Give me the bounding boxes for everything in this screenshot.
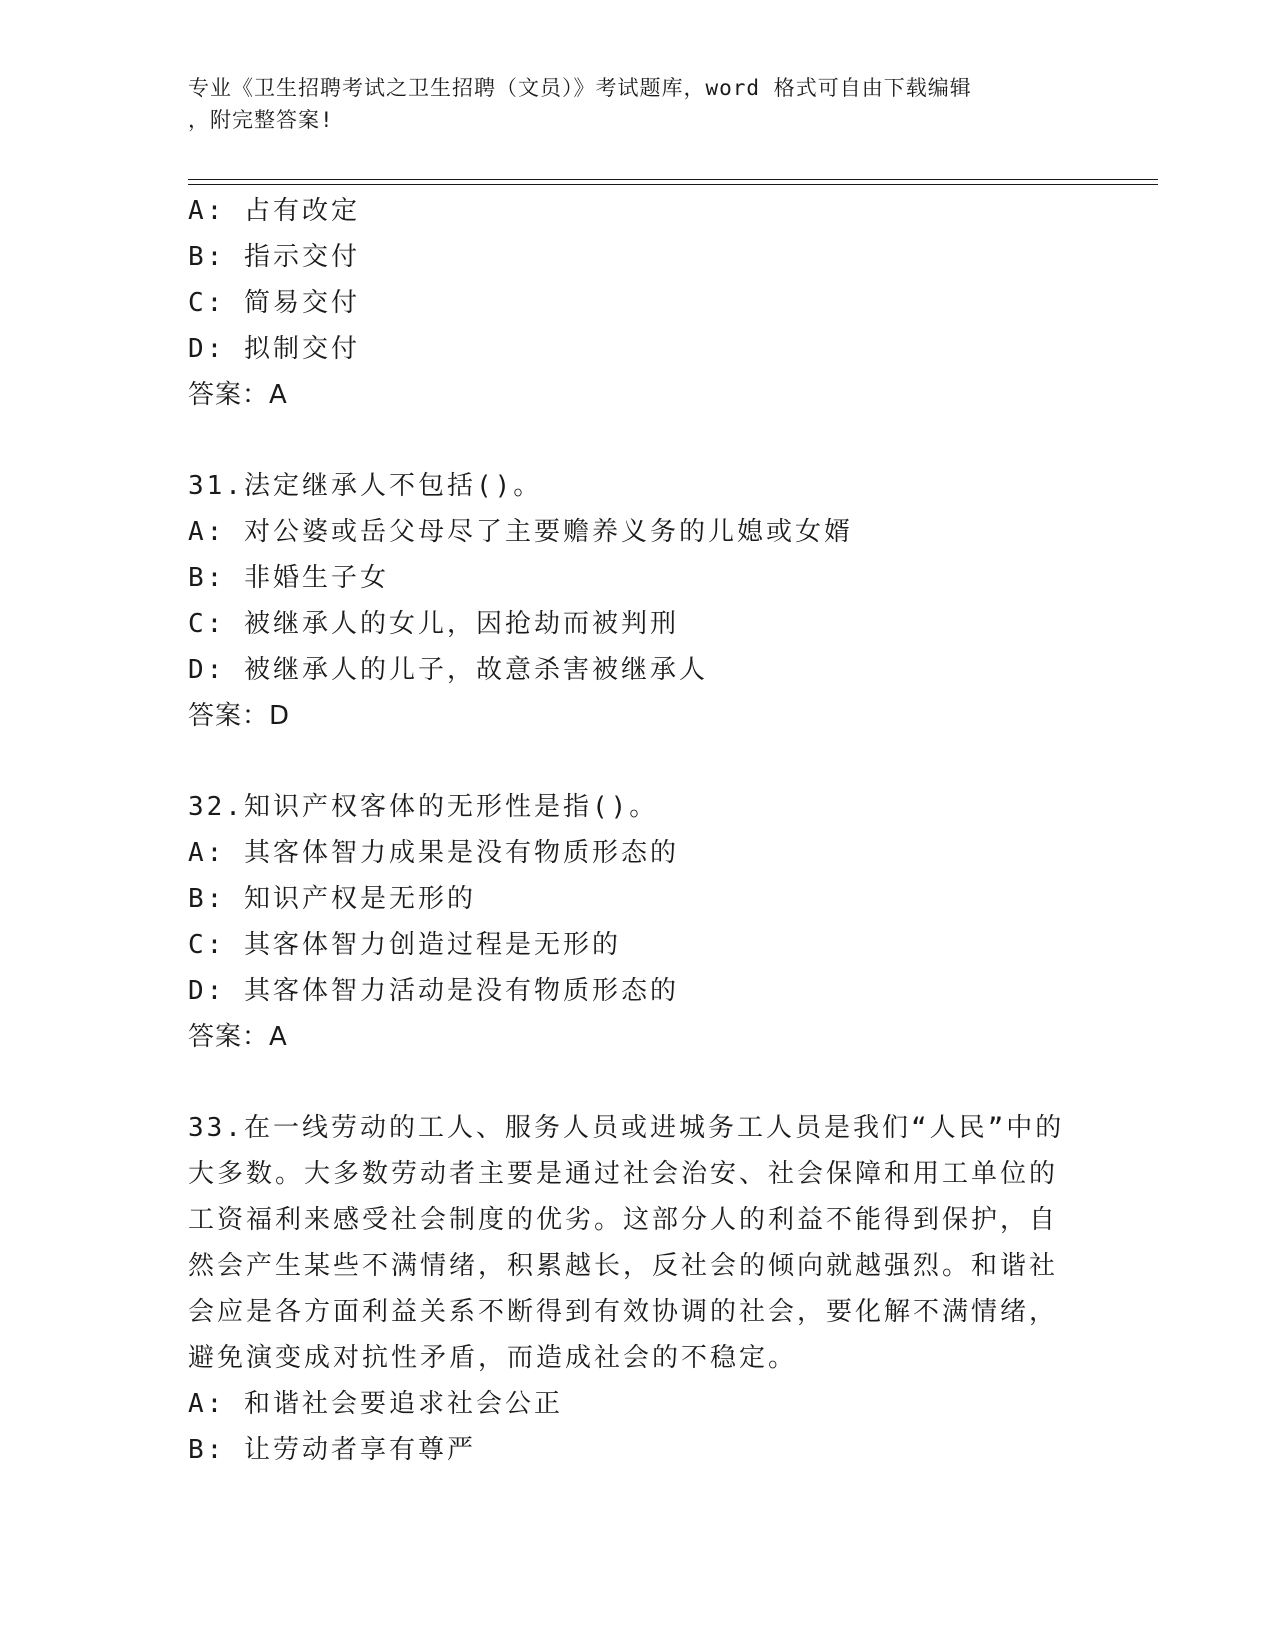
question-stem-line: 然会产生某些不满情绪，积累越长，反社会的倾向就越强烈。和谐社 <box>188 1251 1059 1281</box>
option-d: D: 拟制交付 <box>188 334 360 364</box>
question-list <box>188 188 1088 1473</box>
question-stem-line: 大多数。大多数劳动者主要是通过社会治安、社会保障和用工单位的 <box>188 1159 1059 1189</box>
option-a: A: 对公婆或岳父母尽了主要赡养义务的儿媳或女婿 <box>188 517 853 547</box>
question-stem-line: 会应是各方面利益关系不断得到有效协调的社会，要化解不满情绪， <box>188 1297 1059 1327</box>
header-line-1: 专业《卫生招聘考试之卫生招聘（文员）》考试题库，word 格式可自由下载编辑 <box>188 76 972 100</box>
option-c: C: 被继承人的女儿，因抢劫而被判刑 <box>188 609 679 639</box>
document-header <box>188 72 1068 136</box>
question-stem: 32.知识产权客体的无形性是指()。 <box>188 792 659 822</box>
question-31 <box>188 463 1088 739</box>
option-d: D: 被继承人的儿子，故意杀害被继承人 <box>188 655 708 685</box>
question-32 <box>188 784 1088 1060</box>
header-divider-top <box>188 179 1158 180</box>
question-stem: 31.法定继承人不包括()。 <box>188 471 543 501</box>
question-33 <box>188 1105 1088 1473</box>
option-a: A: 和谐社会要追求社会公正 <box>188 1389 563 1419</box>
answer-label: 答案：D <box>188 701 291 731</box>
option-d: D: 其客体智力活动是没有物质形态的 <box>188 976 679 1006</box>
question-stem-line: 工资福利来感受社会制度的优劣。这部分人的利益不能得到保护，自 <box>188 1205 1059 1235</box>
spacer <box>188 1060 1088 1105</box>
option-b: B: 知识产权是无形的 <box>188 884 476 914</box>
answer-label: 答案：A <box>188 380 288 410</box>
option-b: B: 让劳动者享有尊严 <box>188 1435 476 1465</box>
option-a: A: 其客体智力成果是没有物质形态的 <box>188 838 679 868</box>
header-line-2: ，附完整答案! <box>188 108 334 132</box>
question-stem-line: 33.在一线劳动的工人、服务人员或进城务工人员是我们“人民”中的 <box>188 1113 1065 1143</box>
option-c: C: 简易交付 <box>188 288 360 318</box>
question-30 <box>188 188 1088 418</box>
spacer <box>188 739 1088 784</box>
option-b: B: 非婚生子女 <box>188 563 389 593</box>
header-divider-bottom <box>188 184 1158 185</box>
option-a: A: 占有改定 <box>188 196 360 226</box>
option-b: B: 指示交付 <box>188 242 360 272</box>
spacer <box>188 418 1088 463</box>
question-stem-line: 避免演变成对抗性矛盾，而造成社会的不稳定。 <box>188 1343 798 1373</box>
option-c: C: 其客体智力创造过程是无形的 <box>188 930 621 960</box>
answer-label: 答案：A <box>188 1022 288 1052</box>
